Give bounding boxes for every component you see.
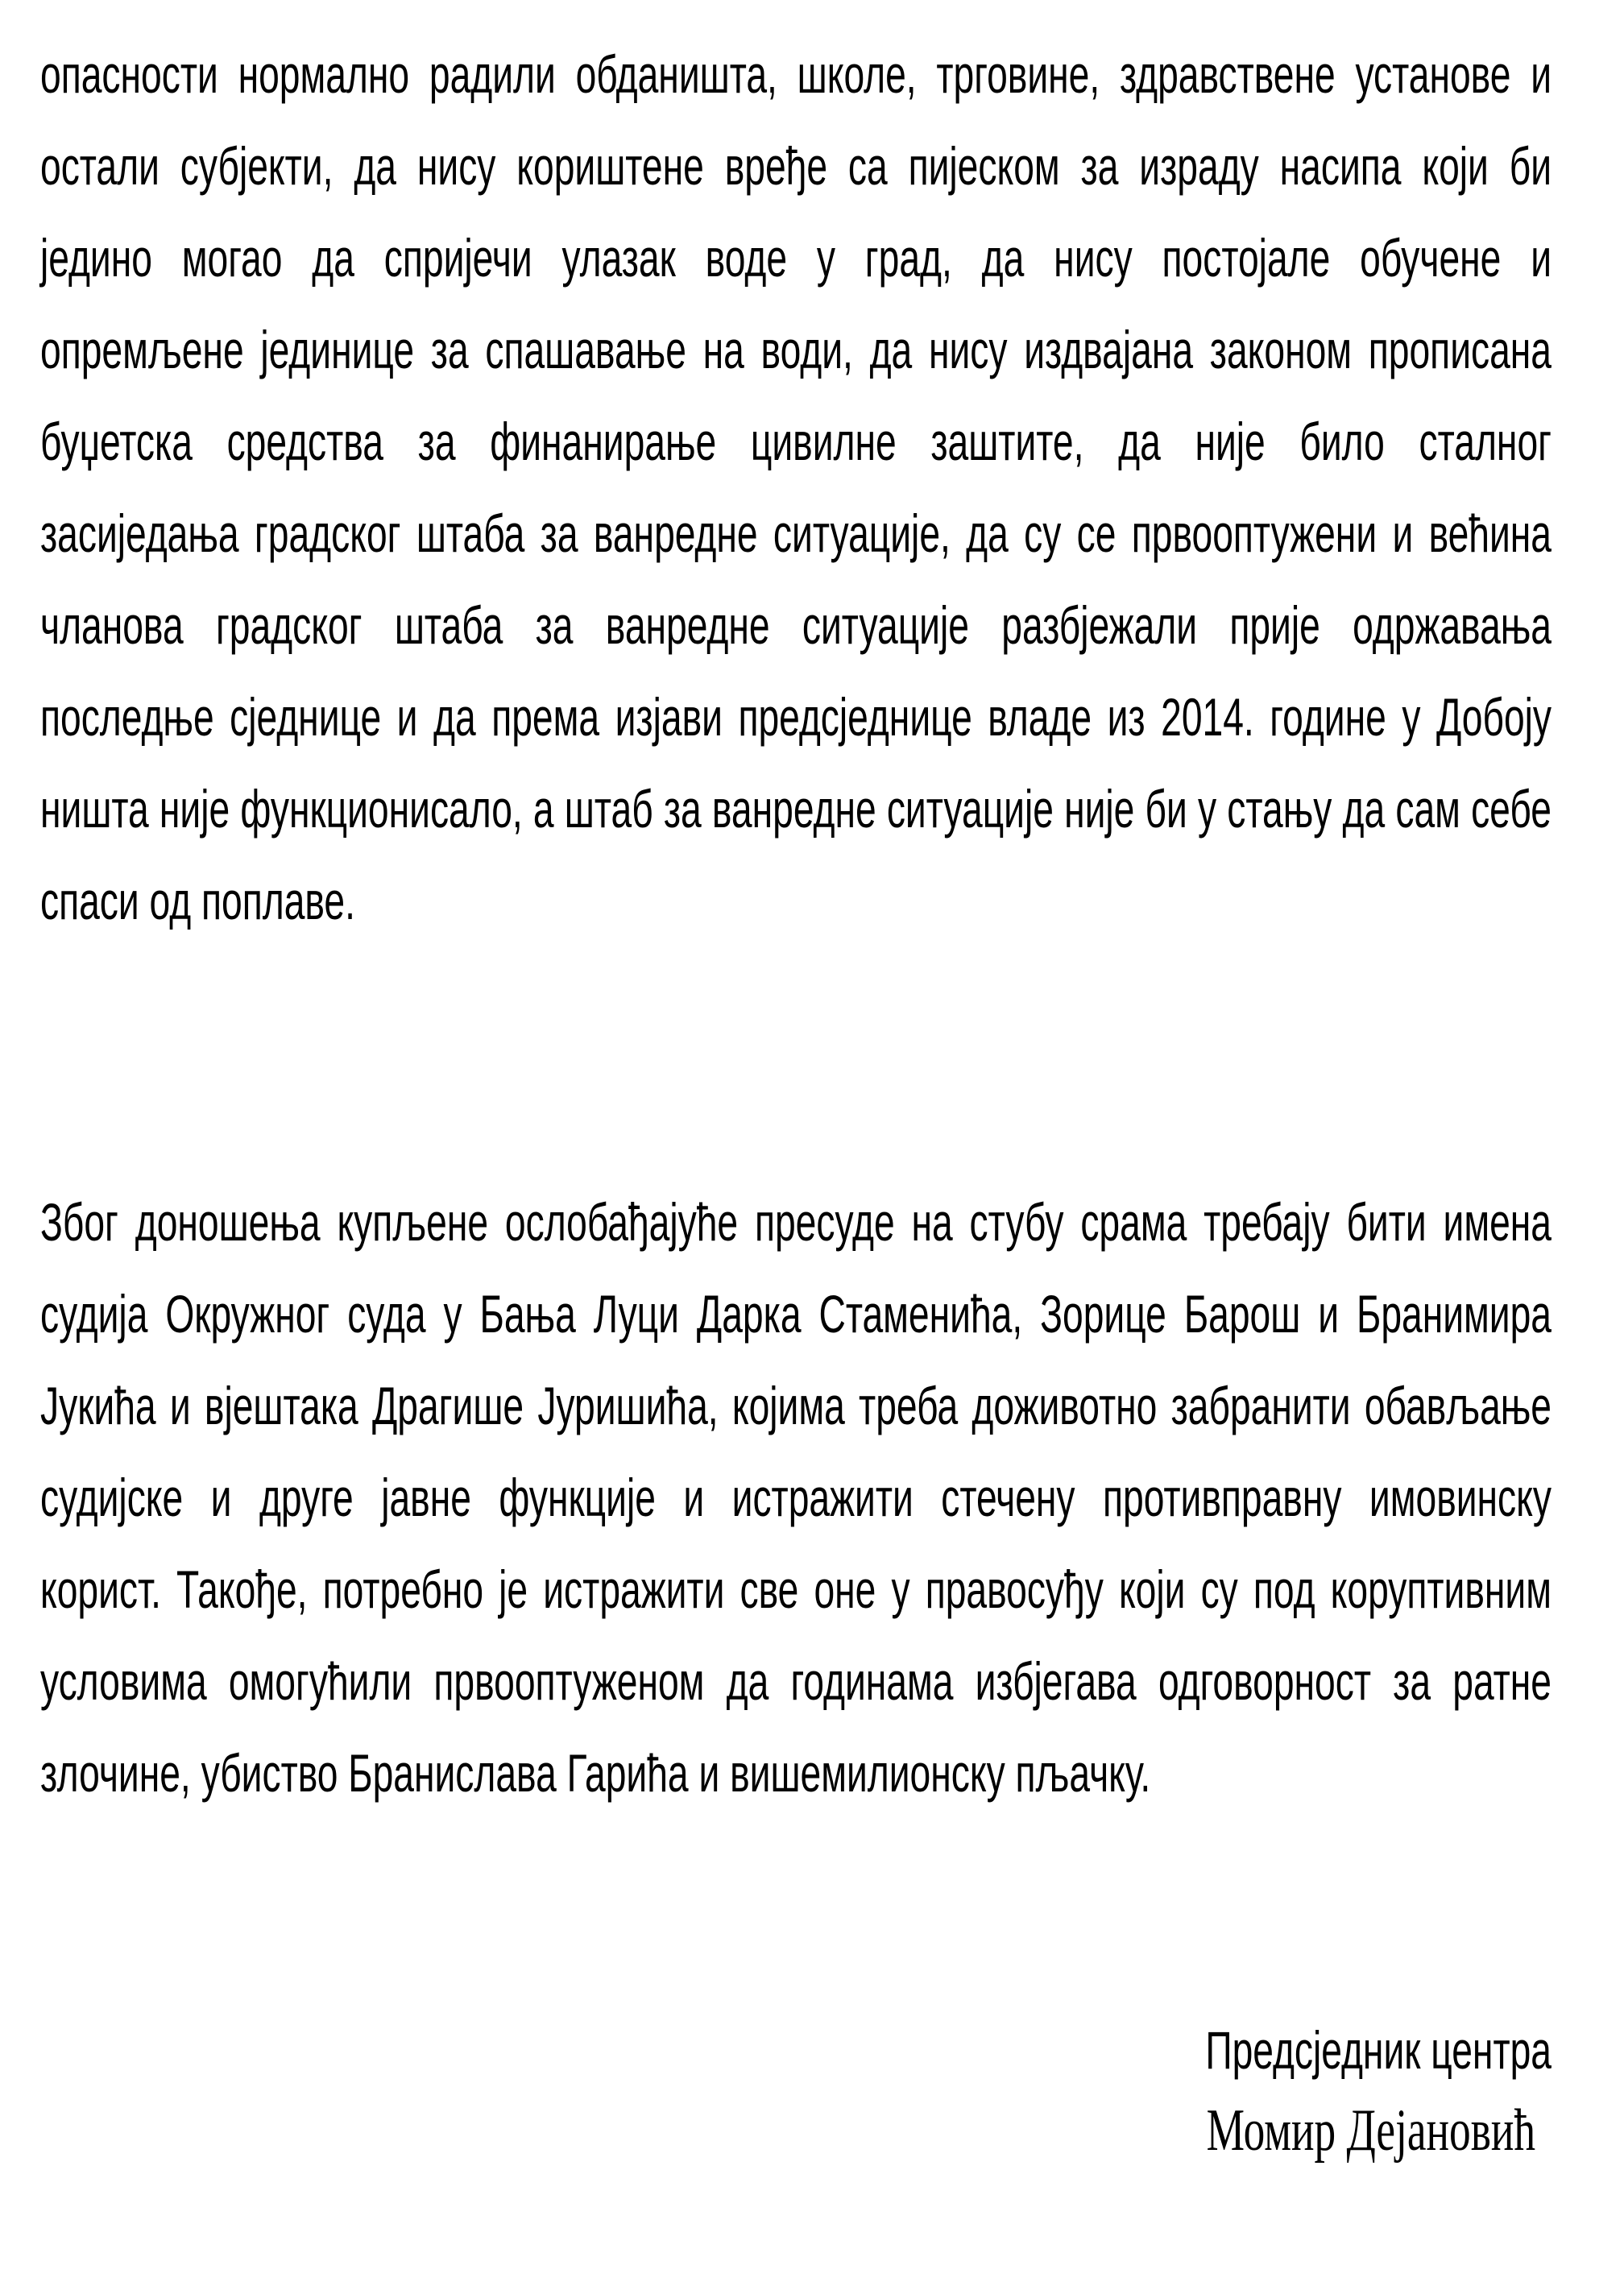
text-line: злочине, убиство Бранислава Гарића и вишемилионску пљачку. [40,1743,1151,1803]
signature-name: Момир Дејановић [1206,2098,1535,2164]
paragraph-2 [40,1176,1552,1819]
text-line: чланова градског штаба за ванредне ситуације разбјежали прије одржавања [40,595,1552,655]
signature-title: Предсједник центра [1205,2020,1552,2080]
text-line: последње сједнице и да према изјави предсједнице владе из 2014. године у Добоју [40,687,1552,747]
text-line: опасности нормално радили обданишта, школе, трговине, здравствене установе и [40,44,1552,104]
text-line: судијске и друге јавне функције и истражити стечену противправну имовинску [40,1468,1552,1527]
text-line: Јукића и вјештака Драгише Јуришића, којима треба доживотно забранити обављање [40,1376,1552,1435]
text-line: условима омогућили првооптуженом да годинама избјегава одговорност за ратне [40,1651,1552,1711]
text-line: Због доношења купљене ослобађајуће пресуде на стубу срама требају бити имена [40,1192,1552,1252]
text-line: опремљене јединице за спашавање на води, да нису издвајана законом прописана [40,320,1552,379]
text-line: једино могао да спријечи улазак воде у град, да нису постојале обучене и [40,228,1552,288]
text-line: корист. Такође, потребно је истражити све оне у правосуђу који су под коруптивним [40,1559,1552,1619]
paragraph-1 [40,28,1552,946]
text-line: остали субјекти, да нису кориштене вређе са пијеском за израду насипа који би [40,136,1552,196]
text-line: ништа није функционисало, а штаб за ванредне ситуације није би у стању да сам себе [40,779,1552,839]
text-line: спаси од поплаве. [40,871,355,930]
text-line: буџетска средства за финанирање цивилне заштите, да није било сталног [40,412,1552,471]
text-line: засиједања градског штаба за ванредне ситуације, да су се првооптужени и већина [40,503,1552,563]
text-line: судија Окружног суда у Бања Луци Дарка Стаменића, Зорице Барош и Бранимира [40,1284,1552,1344]
